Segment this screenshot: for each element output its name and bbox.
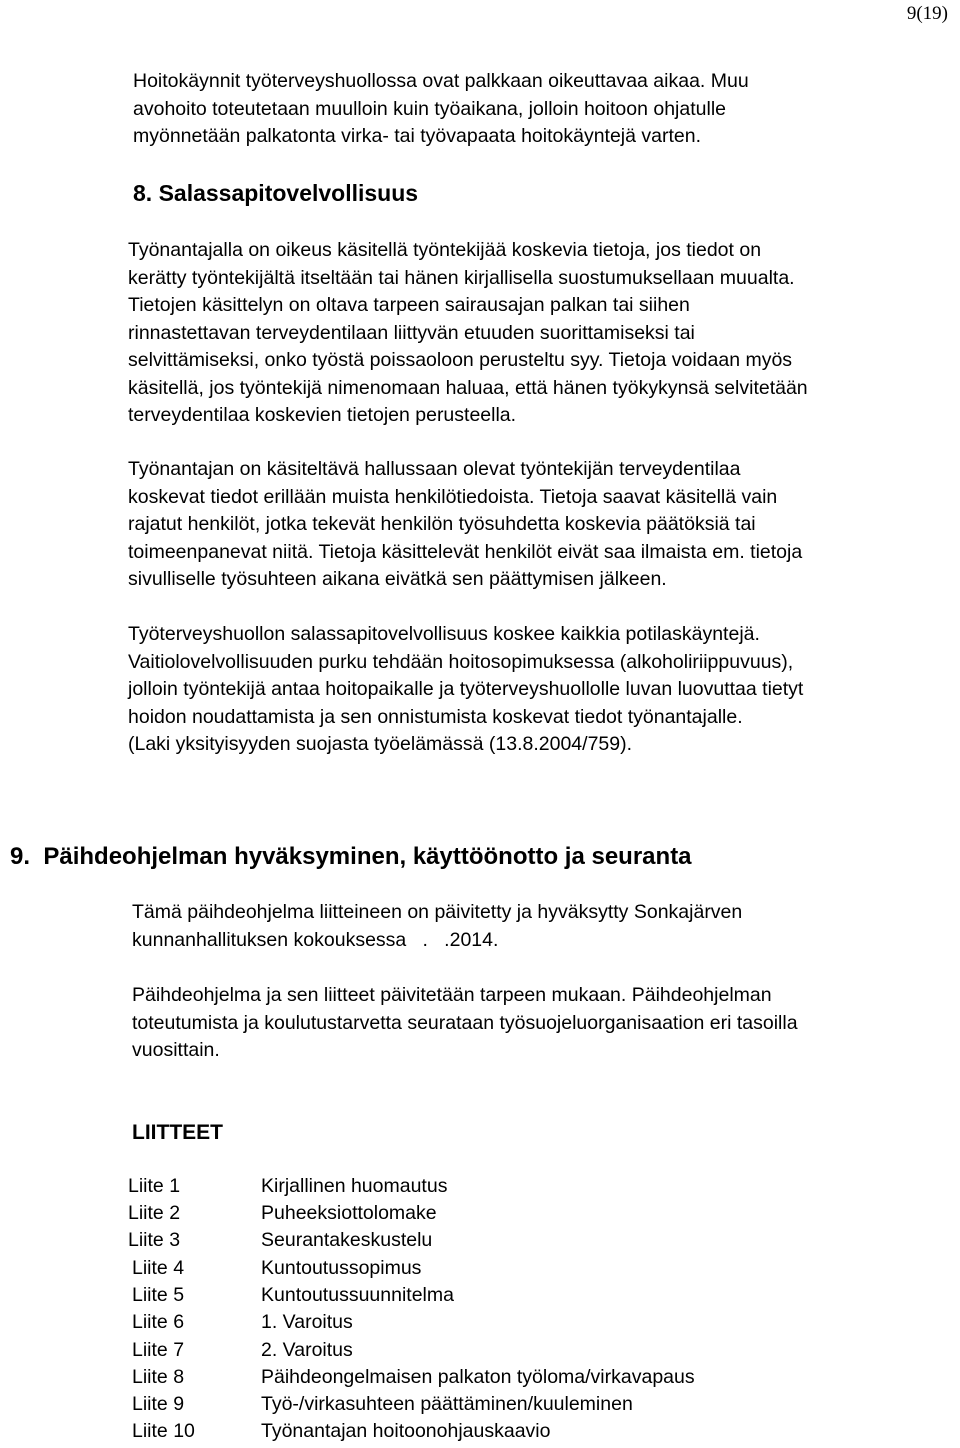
attachment-number: Liite 6 bbox=[132, 1311, 185, 1333]
text-line: vuosittain. bbox=[132, 1039, 220, 1061]
attachment-number: Liite 2 bbox=[128, 1202, 181, 1224]
text-line: Työterveyshuollon salassapitovelvollisuus koskee kaikkia potilaskäyntejä. bbox=[128, 623, 760, 645]
text-line: Työnantajalla on oikeus käsitellä työntekijää koskevia tietoja, jos tiedot on bbox=[128, 239, 762, 261]
intro-paragraph bbox=[133, 68, 749, 151]
text-line: jolloin työntekijä antaa hoitopaikalle ja työterveyshuollolle luvan luovuttaa tietyt bbox=[128, 678, 804, 700]
text-line: koskevat tiedot erillään muista henkilötiedoista. Tietoja saavat käsitellä vain bbox=[128, 485, 778, 508]
section-9-paragraph-1 bbox=[132, 899, 742, 954]
text-line: toimeenpanevat niitä. Tietoja käsittelevät henkilöt eivät saa ilmaista em. tietoja bbox=[128, 540, 803, 563]
attachment-title: Puheeksiottolomake bbox=[261, 1202, 437, 1224]
text-line: Tietojen käsittelyn on oltava tarpeen sairausajan palkan tai siihen bbox=[128, 294, 690, 316]
attachment-title: Kuntoutussopimus bbox=[261, 1257, 422, 1279]
text-line: rajatut henkilöt, jotka tekevät henkilön työsuhdetta koskevia päätöksiä tai bbox=[128, 513, 756, 535]
attachment-title: 2. Varoitus bbox=[261, 1339, 353, 1361]
attachment-number: Liite 1 bbox=[128, 1175, 181, 1197]
text-line: hoidon noudattamista ja sen onnistumista koskevat tiedot työnantajalle. bbox=[128, 705, 743, 728]
attachment-title: Kirjallinen huomautus bbox=[261, 1175, 448, 1197]
attachment-number: Liite 8 bbox=[132, 1366, 185, 1388]
text-line: (Laki yksityisyyden suojasta työelämässä (13.8.2004/759). bbox=[128, 733, 633, 755]
attachment-number: Liite 3 bbox=[128, 1229, 181, 1251]
text-line: Vaitiolovelvollisuuden purku tehdään hoitosopimuksessa (alkoholiriippuvuus), bbox=[128, 650, 794, 673]
section-8-paragraph-1 bbox=[128, 237, 808, 430]
text-line: terveydentilaa koskevien tietojen perusteella. bbox=[128, 404, 517, 426]
page-number: 9(19) bbox=[906, 3, 948, 24]
section-9-heading: 9. Päihdeohjelman hyväksyminen, käyttöönotto ja seuranta bbox=[10, 843, 692, 870]
attachments-heading: LIITTEET bbox=[132, 1121, 223, 1144]
attachment-title: Työnantajan hoitoonohjauskaavio bbox=[261, 1420, 551, 1442]
text-line: myönnetään palkatonta virka- tai työvapaata hoitokäyntejä varten. bbox=[133, 125, 702, 147]
text-line: avohoito toteutetaan muulloin kuin työaikana, jolloin hoitoon ohjatulle bbox=[133, 97, 726, 120]
attachment-number: Liite 5 bbox=[132, 1284, 185, 1306]
text-line: rinnastettavan terveydentilaan liittyvän etuuden suorittamiseksi tai bbox=[128, 321, 695, 344]
text-line: Päihdeohjelma ja sen liitteet päivitetään tarpeen mukaan. Päihdeohjelman bbox=[132, 984, 772, 1006]
attachment-number: Liite 4 bbox=[132, 1257, 185, 1279]
text-line: käsitellä, jos työntekijä nimenomaan haluaa, että hänen työkykynsä selvitetään bbox=[128, 376, 808, 399]
section-8-heading: 8. Salassapitovelvollisuus bbox=[133, 180, 419, 206]
section-9-paragraph-2 bbox=[132, 982, 798, 1065]
text-line: selvittämiseksi, onko työstä poissaoloon perusteltu syy. Tietoja voidaan myös bbox=[128, 349, 793, 371]
attachment-number: Liite 9 bbox=[132, 1393, 185, 1415]
attachment-number: Liite 7 bbox=[132, 1339, 185, 1361]
text-line: Työnantajan on käsiteltävä hallussaan olevat työntekijän terveydentilaa bbox=[128, 458, 741, 480]
attachment-title: 1. Varoitus bbox=[261, 1311, 353, 1333]
text-line: Hoitokäynnit työterveyshuollossa ovat palkkaan oikeuttavaa aikaa. Muu bbox=[133, 70, 749, 92]
text-line: kunnanhallituksen kokouksessa . .2014. bbox=[132, 928, 499, 951]
text-line: kerätty työntekijältä itseltään tai hänen kirjallisella suostumuksellaan muualta. bbox=[128, 266, 795, 289]
attachment-title: Työ-/virkasuhteen päättäminen/kuuleminen bbox=[261, 1393, 633, 1415]
attachment-number: Liite 10 bbox=[132, 1420, 195, 1442]
text-line: toteutumista ja koulutustarvetta seurataan työsuojeluorganisaation eri tasoilla bbox=[132, 1011, 798, 1034]
attachment-title: Seurantakeskustelu bbox=[261, 1229, 433, 1251]
text-line: sivulliselle työsuhteen aikana eivätkä sen päättymisen jälkeen. bbox=[128, 568, 667, 590]
attachment-title: Päihdeongelmaisen palkaton työloma/virkavapaus bbox=[261, 1366, 695, 1388]
text-line: Tämä päihdeohjelma liitteineen on päivitetty ja hyväksytty Sonkajärven bbox=[132, 901, 743, 923]
attachment-title: Kuntoutussuunnitelma bbox=[261, 1284, 454, 1306]
section-8-paragraph-2 bbox=[128, 456, 802, 594]
section-8-paragraph-3 bbox=[128, 621, 803, 759]
